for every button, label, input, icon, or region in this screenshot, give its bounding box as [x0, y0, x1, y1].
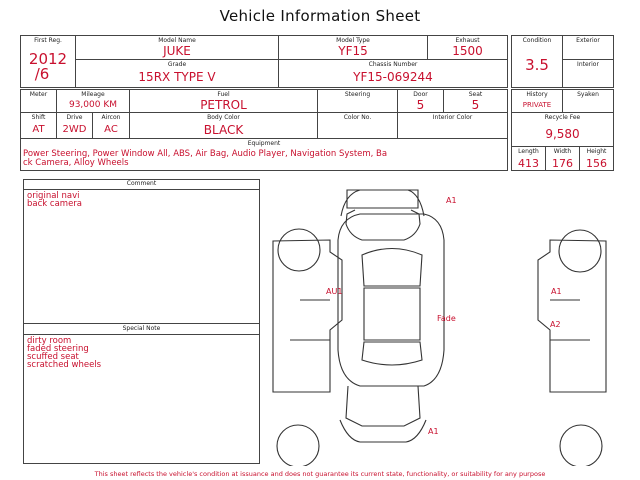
- damage-mark-left: AU1: [326, 287, 343, 296]
- exhaust-value: 1500: [452, 44, 483, 58]
- door-label: Door: [413, 91, 428, 98]
- special-note-line-4: scratched wheels: [27, 360, 102, 370]
- comment-line-2: back camera: [27, 199, 82, 209]
- exterior-label: Exterior: [576, 37, 600, 44]
- exterior-cell: [562, 35, 614, 60]
- length-cell: [511, 146, 546, 171]
- history-value: PRIVATE: [522, 101, 552, 109]
- recycle-fee-value: 9,580: [545, 127, 580, 141]
- windshield-outline: [362, 249, 422, 287]
- drive-cell: [56, 112, 93, 139]
- condition-value: 3.5: [525, 56, 549, 74]
- drive-label: Drive: [66, 114, 83, 121]
- special-note-line-1: dirty room: [27, 336, 72, 346]
- fuel-cell: [129, 89, 318, 113]
- fuel-label: Fuel: [217, 91, 230, 98]
- comment-box: [23, 179, 260, 324]
- door-cell: [397, 89, 444, 113]
- body-color-label: Body Color: [207, 114, 240, 121]
- meter-label: Meter: [29, 91, 48, 98]
- disclaimer: This sheet reflects the vehicle's condition at issuance and does not guarantee its current state, functionality, or suitability for any purpose: [94, 470, 546, 478]
- comment-line-1: original navi: [27, 191, 80, 201]
- color-no-label: Color No.: [343, 114, 372, 121]
- aircon-label: Aircon: [101, 114, 121, 121]
- model-name-value: JUKE: [163, 44, 191, 58]
- comment-label: Comment: [24, 180, 259, 190]
- rear-left-wheel: [277, 425, 319, 466]
- damage-mark-bottom: A1: [428, 427, 439, 436]
- seat-cell: [443, 89, 508, 113]
- steering-cell: [317, 89, 398, 113]
- width-cell: [545, 146, 580, 171]
- damage-mark-right-lower: A2: [550, 320, 561, 329]
- left-side-outline: [273, 240, 342, 392]
- interior-cell: [562, 59, 614, 88]
- model-name-cell: [75, 35, 279, 60]
- meter-cell: [20, 89, 57, 113]
- model-name-label: Model Name: [158, 37, 196, 44]
- color-no-cell: [317, 112, 398, 139]
- length-label: Length: [518, 148, 539, 155]
- interior-color-cell: [397, 112, 508, 139]
- door-value: 5: [416, 98, 425, 112]
- history-label: History: [526, 91, 548, 98]
- condition-cell: [511, 35, 563, 88]
- front-edge-outline: [341, 190, 424, 216]
- front-left-wheel: [278, 229, 320, 271]
- chassis-value: YF15-069244: [353, 70, 433, 84]
- history-cell: [511, 89, 563, 113]
- condition-label: Condition: [522, 37, 552, 44]
- special-note-line-2: faded steering: [27, 344, 89, 354]
- model-type-cell: [278, 35, 428, 60]
- first-reg-month: /6: [34, 65, 50, 83]
- exhaust-label: Exhaust: [455, 37, 480, 44]
- height-label: Height: [586, 148, 607, 155]
- mileage-cell: [56, 89, 130, 113]
- equipment-cell: [20, 138, 508, 171]
- first-reg-cell: [20, 35, 76, 88]
- shift-value: AT: [32, 124, 45, 135]
- height-cell: [579, 146, 614, 171]
- special-note-box: [23, 323, 260, 464]
- width-label: Width: [553, 148, 572, 155]
- rear-bumper-outline: [340, 420, 426, 442]
- grade-cell: [75, 59, 279, 88]
- right-side-outline: [538, 240, 606, 392]
- syaken-label: Syaken: [577, 91, 599, 98]
- model-type-label: Model Type: [336, 37, 370, 44]
- width-value: 176: [552, 157, 573, 170]
- height-value: 156: [586, 157, 607, 170]
- recycle-fee-label: Recycle Fee: [544, 114, 581, 121]
- damage-mark-center: Fade: [437, 314, 456, 323]
- seat-value: 5: [471, 98, 480, 112]
- body-color-cell: [129, 112, 318, 139]
- rear-window-outline: [362, 342, 422, 365]
- equipment-label: Equipment: [247, 140, 281, 147]
- chassis-cell: [278, 59, 508, 88]
- seat-label: Seat: [468, 91, 483, 98]
- rear-right-wheel: [560, 425, 602, 466]
- aircon-cell: [92, 112, 130, 139]
- rear-outline: [346, 386, 420, 426]
- page-title: Vehicle Information Sheet: [219, 7, 421, 25]
- exhaust-cell: [427, 35, 508, 60]
- drive-value: 2WD: [62, 124, 87, 135]
- equipment-line-2: ck Camera, Alloy Wheels: [23, 158, 129, 168]
- chassis-label: Chassis Number: [368, 61, 418, 68]
- damage-mark-right-upper: A1: [551, 287, 562, 296]
- mileage-label: Mileage: [81, 91, 105, 98]
- body-color-value: BLACK: [203, 123, 244, 137]
- first-reg-label: First Reg.: [34, 37, 62, 44]
- steering-label: Steering: [344, 91, 371, 98]
- grade-label: Grade: [167, 61, 187, 68]
- interior-color-label: Interior Color: [432, 114, 473, 121]
- mileage-value: 93,000 KM: [68, 100, 118, 110]
- front-bumper-outline: [347, 190, 418, 208]
- fuel-value: PETROL: [200, 98, 247, 112]
- grade-value: 15RX TYPE V: [138, 70, 216, 84]
- aircon-value: AC: [104, 124, 118, 135]
- equipment-line-1: Power Steering, Power Window All, ABS, Air Bag, Audio Player, Navigation System, Ba: [23, 149, 388, 159]
- special-note-line-3: scuffed seat: [27, 352, 79, 362]
- shift-label: Shift: [31, 114, 46, 121]
- shift-cell: [20, 112, 57, 139]
- recycle-fee-cell: [511, 112, 614, 147]
- front-right-wheel: [559, 230, 601, 272]
- syaken-cell: [562, 89, 614, 113]
- interior-label: Interior: [577, 61, 599, 68]
- length-value: 413: [518, 157, 539, 170]
- special-note-label: Special Note: [24, 325, 259, 335]
- first-reg-year: 2012: [28, 50, 68, 68]
- model-type-value: YF15: [338, 44, 368, 58]
- roof-outline: [364, 288, 420, 340]
- damage-mark-top: A1: [446, 196, 457, 205]
